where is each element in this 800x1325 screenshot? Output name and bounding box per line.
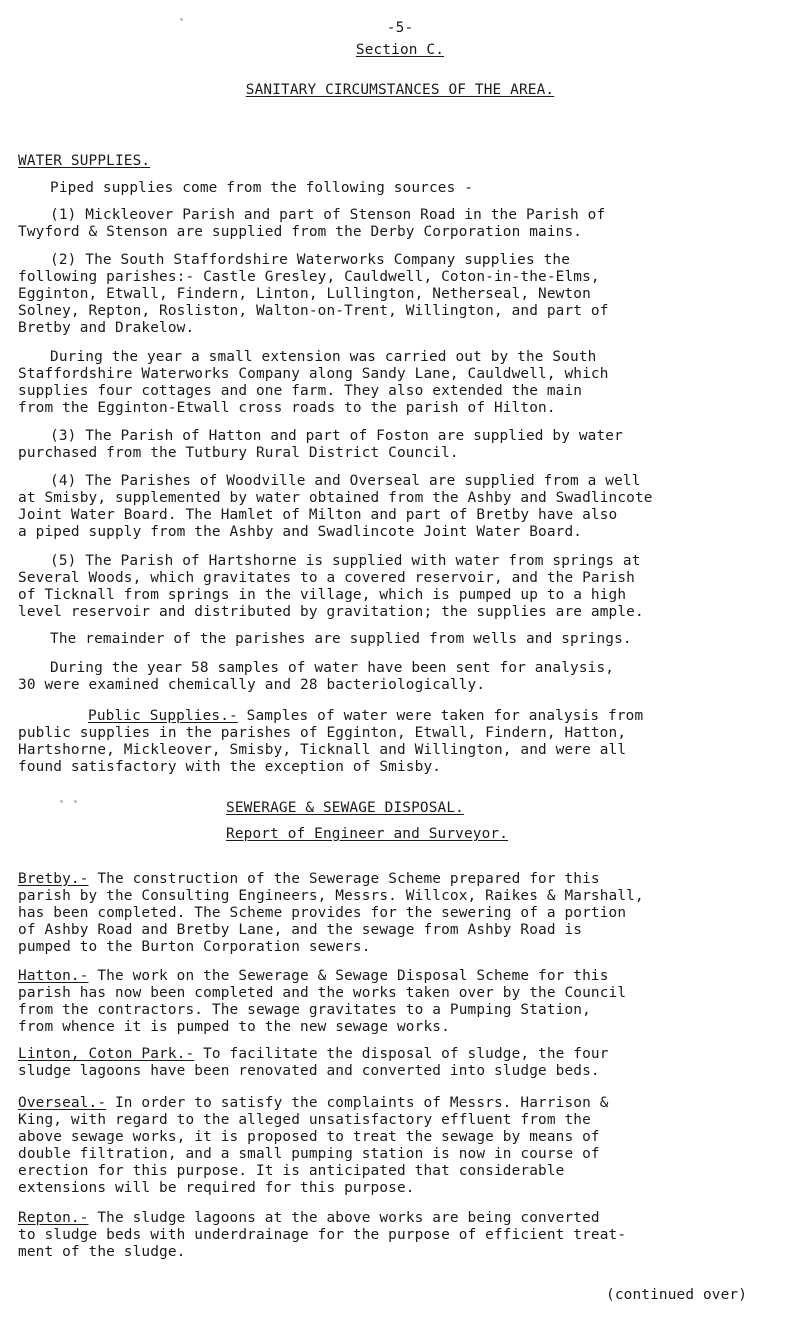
- water-supplies-heading: WATER SUPPLIES.: [18, 153, 151, 169]
- paragraph-line: Several Woods, which gravitates to a covered reservoir, and the Parish: [18, 570, 635, 586]
- paragraph-line: Staffordshire Waterworks Company along Sandy Lane, Cauldwell, which: [18, 366, 609, 382]
- section-label: Section C.: [355, 42, 445, 58]
- item-lead: Repton.-: [18, 1210, 89, 1226]
- scan-speck: [74, 800, 77, 803]
- paragraph-line: pumped to the Burton Corporation sewers.: [18, 939, 371, 955]
- paragraph-line: Public Supplies.- Samples of water were taken for analysis from: [88, 708, 644, 724]
- paragraph-line: extensions will be required for this purpose.: [18, 1180, 415, 1196]
- paragraph-line: (4) The Parishes of Woodville and Overseal are supplied from a well: [50, 473, 641, 489]
- water-paragraph-6: [18, 553, 796, 621]
- paragraph-line: Bretby.- The construction of the Sewerage Scheme prepared for this: [18, 871, 600, 887]
- paragraph-line: During the year a small extension was carried out by the South: [50, 349, 597, 365]
- paragraph-line: Bretby and Drakelow.: [18, 320, 195, 336]
- paragraph-line: (5) The Parish of Hartshorne is supplied with water from springs at: [50, 553, 641, 569]
- paragraph-line: following parishes:- Castle Gresley, Cauldwell, Coton-in-the-Elms,: [18, 269, 600, 285]
- water-paragraph-8: [18, 660, 796, 694]
- paragraph-line: King, with regard to the alleged unsatisfactory effluent from the: [18, 1112, 591, 1128]
- paragraph-line: purchased from the Tutbury Rural District Council.: [18, 445, 459, 461]
- paragraph-line: Solney, Repton, Rosliston, Walton-on-Trent, Willington, and part of: [18, 303, 609, 319]
- continued-note: (continued over): [606, 1287, 748, 1303]
- public-supplies-paragraph: [18, 708, 796, 776]
- paragraph-line: from the Egginton-Etwall cross roads to the parish of Hilton.: [18, 400, 556, 416]
- paragraph-line: ment of the sludge.: [18, 1244, 186, 1260]
- water-paragraph-3: [18, 349, 796, 417]
- paragraph-line: erection for this purpose. It is anticipated that considerable: [18, 1163, 565, 1179]
- sewerage-item-linton: [18, 1046, 796, 1080]
- paragraph-line: Egginton, Etwall, Findern, Linton, Lullington, Netherseal, Newton: [18, 286, 591, 302]
- water-paragraph-2: [18, 252, 796, 337]
- sewerage-item-hatton: [18, 968, 796, 1036]
- item-lead: Overseal.-: [18, 1095, 107, 1111]
- item-lead: Linton, Coton Park.-: [18, 1046, 195, 1062]
- water-paragraph-7: [18, 631, 796, 648]
- paragraph-line: supplies four cottages and one farm. They also extended the main: [18, 383, 583, 399]
- sewerage-item-repton: [18, 1210, 796, 1261]
- page-number: -5-: [386, 20, 414, 36]
- paragraph-line: 30 were examined chemically and 28 bacteriologically.: [18, 677, 486, 693]
- paragraph-line: Repton.- The sludge lagoons at the above works are being converted: [18, 1210, 600, 1226]
- paragraph-line: a piped supply from the Ashby and Swadlincote Joint Water Board.: [18, 524, 583, 540]
- paragraph-line: (3) The Parish of Hatton and part of Foston are supplied by water: [50, 428, 623, 444]
- paragraph-line: of Ticknall from springs in the village, which is pumped up to a high: [18, 587, 627, 603]
- item-lead: Hatton.-: [18, 968, 89, 984]
- item-lead: Bretby.-: [18, 871, 89, 887]
- sewerage-item-overseal: [18, 1095, 796, 1197]
- paragraph-line: parish by the Consulting Engineers, Messrs. Willcox, Raikes & Marshall,: [18, 888, 644, 904]
- paragraph-line: Hartshorne, Mickleover, Smisby, Ticknall and Willington, and were all: [18, 742, 627, 758]
- paragraph-line: of Ashby Road and Bretby Lane, and the sewage from Ashby Road is: [18, 922, 583, 938]
- sewerage-heading: SEWERAGE & SEWAGE DISPOSAL.: [226, 800, 464, 816]
- paragraph-line: has been completed. The Scheme provides for the sewering of a portion: [18, 905, 627, 921]
- water-paragraph-4: [18, 428, 796, 462]
- paragraph-line: Twyford & Stenson are supplied from the Derby Corporation mains.: [18, 224, 583, 240]
- paragraph-line: found satisfactory with the exception of Smisby.: [18, 759, 442, 775]
- paragraph-line: sludge lagoons have been renovated and converted into sludge beds.: [18, 1063, 600, 1079]
- paragraph-line: double filtration, and a small pumping station is now in course of: [18, 1146, 600, 1162]
- paragraph-line: from the contractors. The sewage gravitates to a Pumping Station,: [18, 1002, 591, 1018]
- paragraph-line: (2) The South Staffordshire Waterworks Company supplies the: [50, 252, 571, 268]
- paragraph-line: at Smisby, supplemented by water obtained from the Ashby and Swadlincote: [18, 490, 653, 506]
- public-supplies-lead: Public Supplies.-: [88, 708, 238, 724]
- paragraph-line: to sludge beds with underdrainage for the purpose of efficient treat-: [18, 1227, 627, 1243]
- water-intro: Piped supplies come from the following sources -: [50, 180, 474, 196]
- paragraph-line: Linton, Coton Park.- To facilitate the disposal of sludge, the four: [18, 1046, 609, 1062]
- paragraph-line: from whence it is pumped to the new sewage works.: [18, 1019, 450, 1035]
- paragraph-line: parish has now been completed and the works taken over by the Council: [18, 985, 627, 1001]
- scan-speck: [180, 18, 183, 21]
- sewerage-item-bretby: [18, 871, 796, 956]
- paragraph-line: Hatton.- The work on the Sewerage & Sewage Disposal Scheme for this: [18, 968, 609, 984]
- scan-speck: [60, 800, 63, 803]
- water-paragraph-5: [18, 473, 796, 541]
- engineer-report-subheading: Report of Engineer and Surveyor.: [226, 826, 509, 842]
- paragraph-line: above sewage works, it is proposed to treat the sewage by means of: [18, 1129, 600, 1145]
- paragraph-line: Joint Water Board. The Hamlet of Milton and part of Bretby have also: [18, 507, 618, 523]
- paragraph-line: The remainder of the parishes are supplied from wells and springs.: [50, 631, 632, 647]
- water-paragraph-1: [18, 207, 796, 241]
- main-heading: SANITARY CIRCUMSTANCES OF THE AREA.: [245, 82, 555, 98]
- paragraph-line: (1) Mickleover Parish and part of Stenson Road in the Parish of: [50, 207, 606, 223]
- paragraph-line: level reservoir and distributed by gravitation; the supplies are ample.: [18, 604, 644, 620]
- paragraph-line: public supplies in the parishes of Egginton, Etwall, Findern, Hatton,: [18, 725, 627, 741]
- paragraph-line: During the year 58 samples of water have been sent for analysis,: [50, 660, 615, 676]
- paragraph-line: Overseal.- In order to satisfy the complaints of Messrs. Harrison &: [18, 1095, 609, 1111]
